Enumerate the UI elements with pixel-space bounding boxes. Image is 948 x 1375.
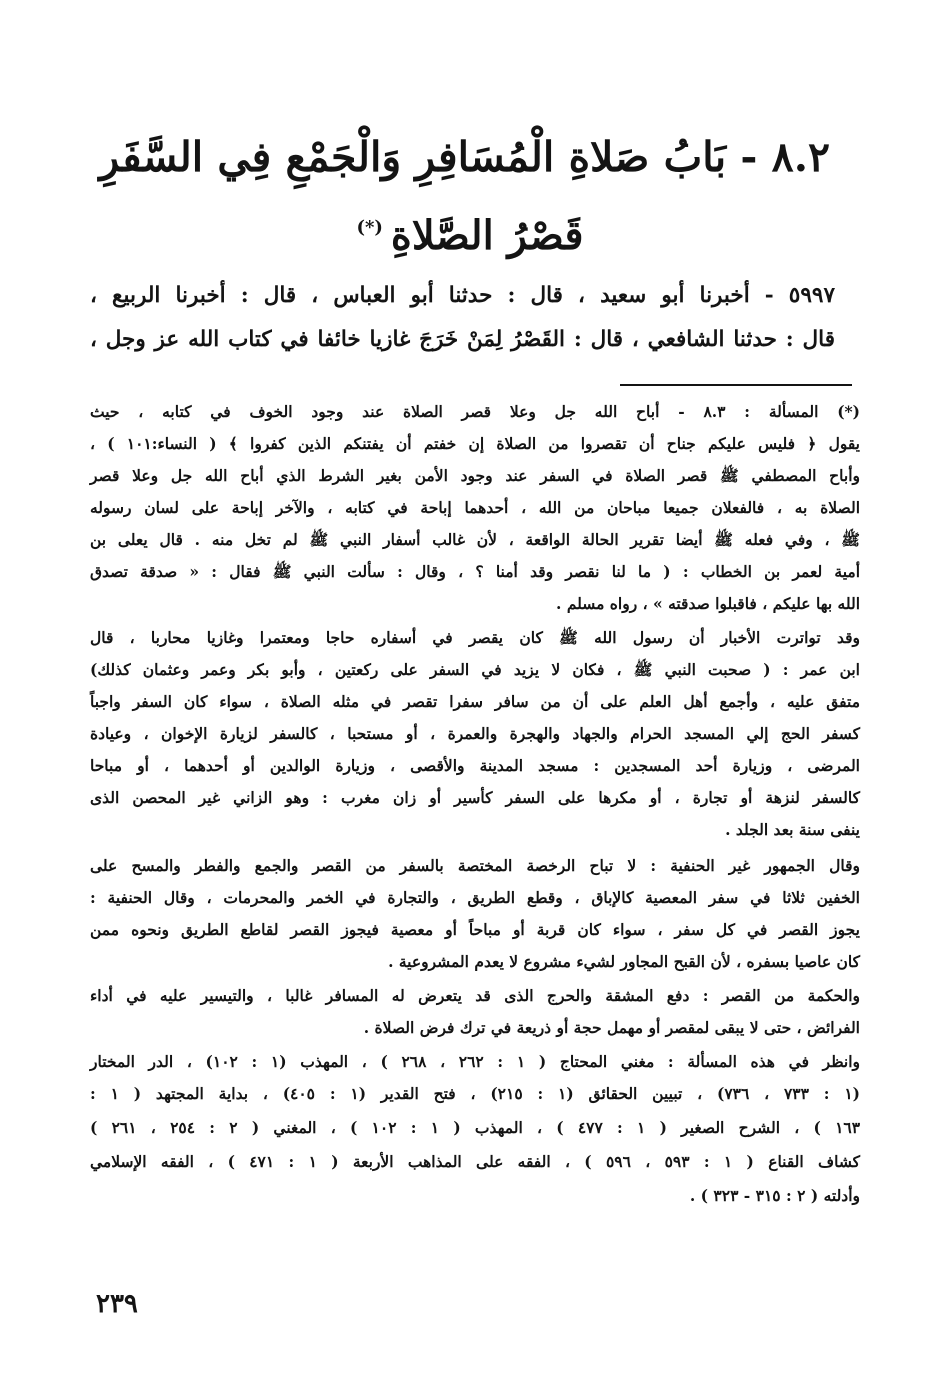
chapter-title: ٨.٢ - بَابُ صَلاةِ الْمُسَافِرِ وَالْجَمْعِ فِي السَّفَرِ — [99, 133, 830, 181]
chapter-subtitle — [300, 196, 640, 268]
page-number: ٢٣٩ — [96, 1289, 138, 1319]
footnote-line: يجوز القصر في كل سفر ، سواء كان قربة أو مباحاً أو معصية فيجوز القصر لقاطع الطريق ونحوه ممن — [90, 920, 860, 939]
footnote-line: الله بها عليكم ، فاقبلوا صدقته » ، رواه مسلم . — [556, 594, 860, 613]
footnote-line: وأدلته ( ٢ : ٣١٥ - ٣٢٣ ) . — [689, 1186, 860, 1205]
footnote-line: الفرائض ، حتى لا يبقى لمقصر أو مهمل حجة أو ذريعة في ترك فرض الصلاة . — [363, 1018, 860, 1037]
hadith-line: قال : حدثنا الشافعي ، قال : القَصْرُ لِمَنْ خَرَجَ غازيا خائفا في كتاب الله عز وجل ، — [90, 327, 835, 352]
footnote-separator — [620, 384, 852, 386]
footnote-line: ١٦٣ ) ، الشرح الصغير ( ١ : ٤٧٧ ) ، المهذب ( ١ : ١٠٢ ) ، المغني ( ٢ : ٢٥٤ ، ٢٦١ ) — [90, 1118, 861, 1137]
footnote-line: المرضى ، وزيارة أحد المسجدين : مسجد المدينة والأقصى ، وزيارة الوالدين أو أحدهما ، أو مباحا — [90, 756, 860, 775]
footnote-line: وأباح المصطفي ﷺ قصر الصلاة في السفر عند وجود الأمن بغير الشرط الذي أباح الله جل وعلا قصر — [90, 466, 860, 485]
footnote-line: وقال الجمهور غير الحنفية : لا تباح الرخصة المختصة بالسفر من القصر والجمع والفطر والمسح على — [90, 856, 860, 875]
footnote-line: كسفر الحج إلي المسجد الحرام والجهاد والهجرة والعمرة ، أو مستحبا ، كالسفر لزيارة الإخوان ، وعيادة — [90, 724, 860, 743]
footnote-line: ﷺ ، وفي فعله ﷺ أيضا تقرير الحالة الواقعة ، لأن غالب أسفار النبي ﷺ لم تخل منه . قال يعلى بن — [90, 530, 860, 549]
footnote-line: (*) المسألة : ٨.٣ - أباح الله جل وعلا قصر الصلاة عند وجود الخوف في كتابه ، حيث — [90, 402, 860, 421]
footnote-line: كالسفر لنزهة أو تجارة ، أو مكرها على السفر كأسير أو زان مغرب : وهو الزاني غير المحصن الذى — [90, 788, 860, 807]
footnote-line: والحكمة من القصر : دفع المشقة والحرج الذى قد يتعرض له المسافر غالبا ، والتيسير عليه في أداء — [90, 986, 860, 1005]
footnote-marker: (*) — [356, 217, 383, 238]
footnote-line: متفق عليه ، وأجمع أهل العلم على أن من سافر سفرا تقصر في مثله الصلاة ، سواء كان السفر واجباً — [90, 692, 860, 711]
footnote-line: ابن عمر : ( صحبت النبي ﷺ ، فكان لا يزيد في السفر على ركعتين ، وأبو بكر وعمر وعثمان كذلك) — [90, 660, 860, 679]
footnote-line: وقد تواترت الأخبار أن رسول الله ﷺ كان يقصر في أسفاره حاجا ومعتمرا وغازيا محاربا ، قال — [90, 628, 860, 647]
footnote-line: (١ : ٧٣٣ ، ٧٣٦) ، تبيين الحقائق (١ : ٢١٥) ، فتح القدير (١ : ٤٠٥) ، بداية المجتهد ( ١ : — [90, 1084, 860, 1103]
footnote-line: وانظر في هذه المسألة : مغني المحتاج ( ١ : ٢٦٢ ، ٢٦٨ ) ، المهذب (١ : ١٠٢) ، الدر المختار — [90, 1052, 861, 1071]
footnote-line: كان عاصيا بسفره ، لأن القبح المجاور لشيء مشروع لا يعدم المشروعية . — [388, 952, 860, 971]
footnote-line: كشاف القناع ( ١ : ٥٩٣ ، ٥٩٦ ) ، الفقه على المذاهب الأربعة ( ١ : ٤٧١ ) ، الفقه الإسلامي — [90, 1152, 861, 1171]
footnote-line: الصلاة به ، فالفعلان جميعا مباحان من الله ، أحدهما إباحة في كتابه ، والآخر إباحة على لسان رسوله — [90, 498, 860, 517]
hadith-line: ٥٩٩٧ - أخبرنا أبو سعيد ، قال : حدثنا أبو العباس ، قال : أخبرنا الربيع ، — [90, 283, 835, 308]
footnote-line: الخفين ثلاثا في سفر المعصية كالإباق ، وقطع الطريق ، والتجارة في الخمر والمحرمات ، وقال الحنفية : — [90, 888, 860, 907]
footnote-line: أمية لعمر بن الخطاب : ( ما لنا نقصر وقد أمنا ؟ ، وقال : سألت النبي ﷺ فقال : « صدقة تصدق — [90, 562, 860, 581]
footnote-line: يقول ﴿ فليس عليكم جناح أن تقصروا من الصلاة إن خفتم أن يفتنكم الذين كفروا ﴾ ( النساء:١٠١ ) ، — [90, 434, 860, 453]
footnote-line: ينفى سنة بعد الجلد . — [725, 820, 860, 839]
subtitle-text: قَصْرُ الصَّلاةِ — [390, 212, 584, 259]
